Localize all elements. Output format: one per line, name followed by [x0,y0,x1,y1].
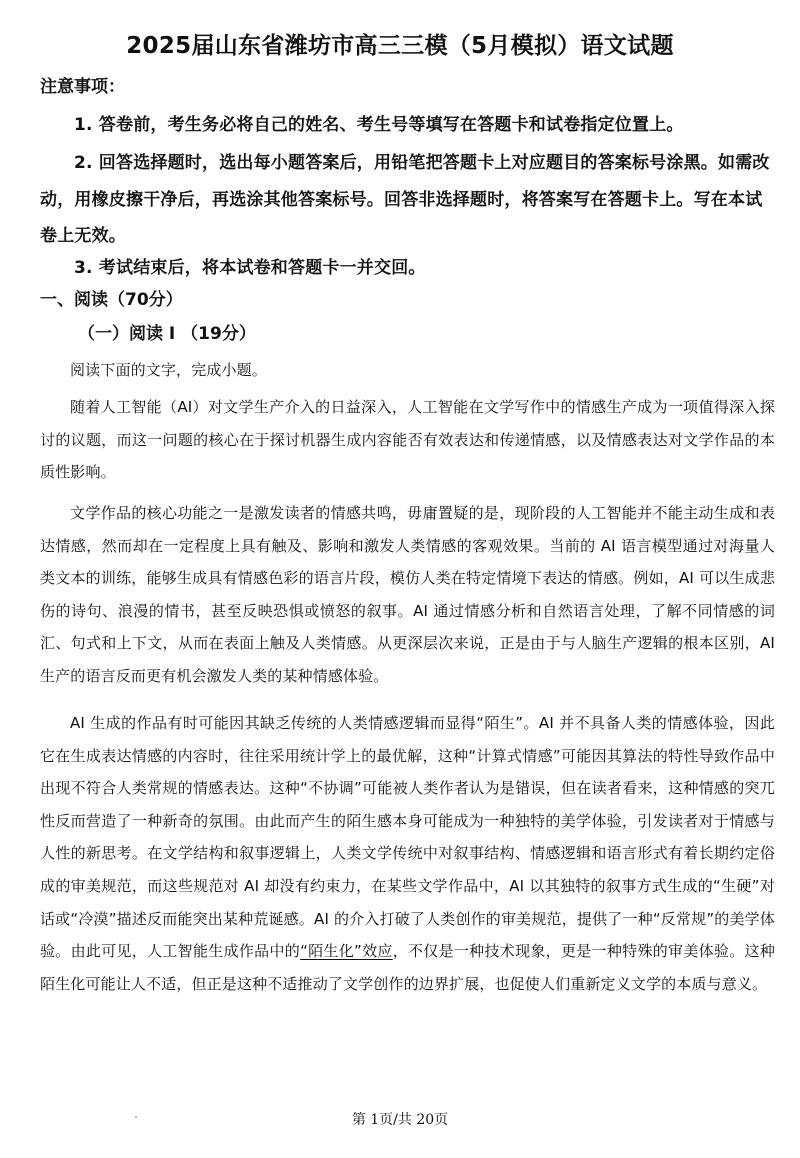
section-heading: 一、阅读（70分） [40,290,183,310]
notice-item-3: 3. 考试结束后，将本试卷和答题卡一并交回。 [74,258,426,278]
notice-item-2: 2. 回答选择题时，选出每小题答案后，用铅笔把答题卡上对应题目的答案标号涂黑。如需改动，用橡皮擦干净后，再选涂其他答案标号。回答非选择题时，将答案写在答题卡上。写在本试卷上无效。 [40,153,770,246]
reading-instruction: 阅读下面的文字，完成小题。 [70,361,267,379]
passage-paragraph-3 [40,707,775,1000]
page-number-footer: 第 1页/共 20页 [351,1112,449,1128]
passage-paragraph-2: 文学作品的核心功能之一是激发读者的情感共鸣，毋庸置疑的是，现阶段的人工智能并不能主动生成和表达情感，然而却在一定程度上具有触及、影响和激发人类情感的客观效果。当前的 AI 语言模型通过对海量人类文本的训练，能够生成具有情感色彩的语言片段，模仿人类在特定情境下表达的情感。例如，AI 可以生成悲伤的诗句、浪漫的情书，甚至反映恐惧或愤怒的叙事。AI 通过情感分析和自然语言处理，了解不同情感的词汇、句式和上下文，从而在表面上触及人类情感。从更深层次来说，正是由于与人脑生产逻辑的根本区别，AI 生产的语言反而更有机会激发人类的某种情感体验。 [40,504,775,685]
underlined-term: “陌生化”效应 [300,942,393,961]
page-title: 2025届山东省潍坊市高三三模（5月模拟）语文试题 [126,33,674,59]
subsection-heading: （一）阅读 I （19分） [78,324,256,344]
notice-heading: 注意事项： [40,77,125,97]
paragraph-3-text-start: AI 生成的作品有时可能因其缺乏传统的人类情感逻辑而显得“陌生”。AI 并不具备人类的情感体验，因此它在生成表达情感的内容时，往往采用统计学上的最优解，这种“计算式情感”可能因其算法的特性导致作品中出现不符合人类常规的情感表达。这种“不协调”可能被人类作者认为是错误，但在读者看来，这种情感的突兀性反而营造了一种新奇的氛围。由此而产生的陌生感本身可能成为一种独特的美学体验，引发读者对于情感与人性的新思考。在文学结构和叙事逻辑上，人类文学传统中对叙事结构、情感逻辑和语言形式有着长期约定俗成的审美规范，而这些规范对 AI 却没有约束力，在某些文学作品中，AI 以其独特的叙事方式生成的“生硬”对话或“冷漠”描述反而能突出某种荒诞感。AI 的介入打破了人类创作的审美规范，提供了一种“反常规”的美学体验。由此可见，人工智能生成作品中的 [40,714,775,961]
notice-item-1: 1. 答卷前，考生务必将自己的姓名、考生号等填写在答题卡和试卷指定位置上。 [74,115,684,135]
paragraph-3-text-end: ，不仅是一种技术现象，更是一种特殊的审美体验。这种陌生化可能让人不适，但正是这种不适推动了文学创作的边界扩展，也促使人们重新定义文学的本质与意义。 [40,942,775,993]
passage-paragraph-1: 随着人工智能（AI）对文学生产介入的日益深入，人工智能在文学写作中的情感生产成为一项值得深入探讨的议题，而这一问题的核心在于探讨机器生成内容能否有效表达和传递情感，以及情感表达对文学作品的本质性影响。 [40,398,775,482]
